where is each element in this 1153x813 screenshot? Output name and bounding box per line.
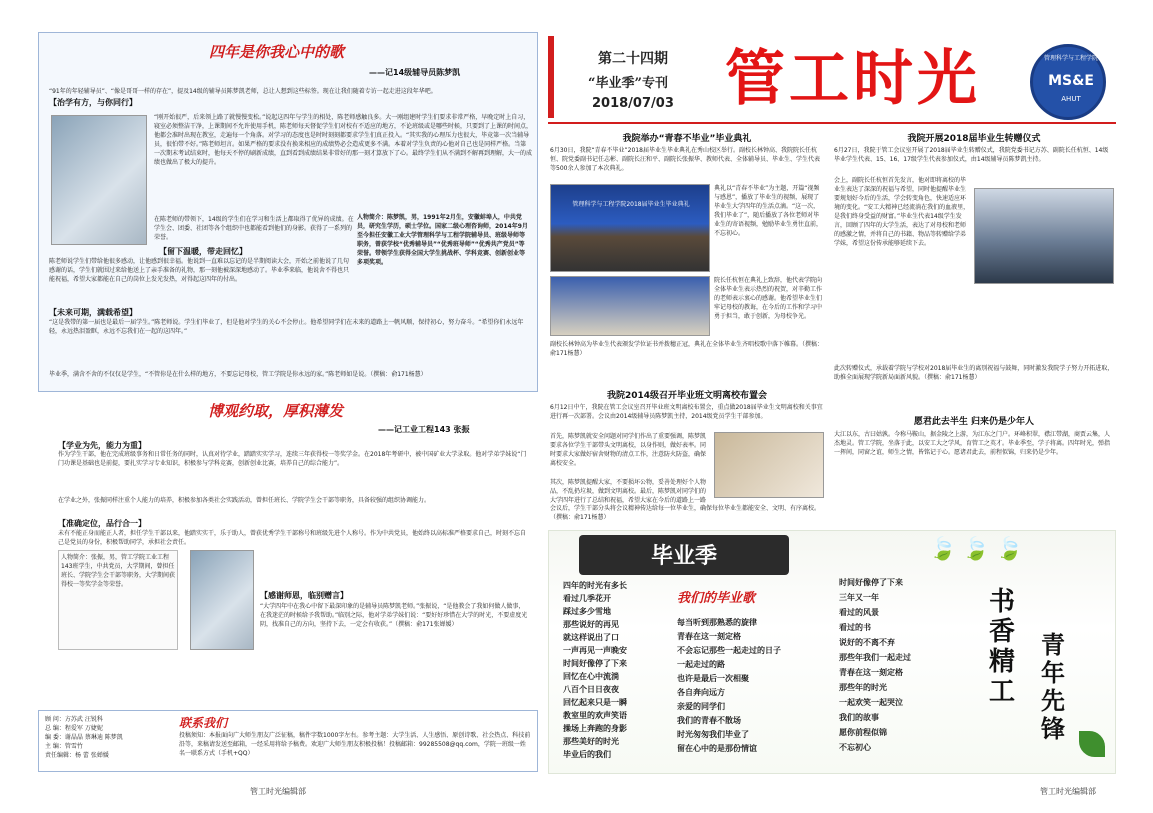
poem-line: 那些年我们一起走过 <box>839 652 911 662</box>
article1-intro: “91年的年轻辅导员”、“像是哥哥一样的存在”，提及14级的辅导员陈梦凯老师，总让人想到这些标签。现在让我们随着专访一起走进这段年华吧。 <box>49 88 437 95</box>
poem-line: 愿你前程似锦 <box>839 727 887 737</box>
poem-line: 一起走过的路 <box>677 659 725 669</box>
zhang-profile: 人物简介：张振，男，管工学院工业工程143班学生，中共党员，大学期间，曾担任班长、学院学生会干部等职务，大学期间获得校一等奖学金等荣誉。 <box>58 550 178 650</box>
right-a2-body: 大江以东，古曰姑孰。今称马鞍山，据金陵之上游，为江东之门户。环峰积翠，襟江带湖，商贾云集，人杰地灵。管工学院，坐落于此，以安工大之学风，育管工之英才。毕业季至，学子将离。四年时光，弹指一挥间，同窗之谊，师生之情，皆铭记于心。愿诸君此去，前程似锦，归来仍是少年。 <box>834 431 1111 456</box>
right-a1-title: 我院开展2018届毕业生转赠仪式 <box>907 134 1041 144</box>
poem-line: 一声再见一声晚安 <box>563 645 627 655</box>
staff-row: 编 委：谢晶晶 蔡琳迪 陈梦凯 <box>45 734 123 741</box>
logo-top-text: 管理科学与工程学院 <box>1043 55 1098 62</box>
article1-section2-body: 陈老师说学生们带给他很多感动，让他感到很幸福。他说到一直难以忘记的是半期阅读大会，开始之前他说了几句感谢的话，学生们就围过来给他送上了亲手准备的礼物，那一刻他被深深地感动了。毕业季来临，他说舍不得也只能祝福，希望大家都能在自己的岗位上发光发热，对得起这四年的付出。 <box>49 258 350 283</box>
poem-line: 毕业后的我们 <box>563 749 611 759</box>
article1-section3-end: 毕业季，满含不舍的不仅仅是学生，“不管你是在什么样的地方，不要忘记母校，管工学院是你永远的家。”陈老师如是说。（撰稿：俞171杨慧） <box>49 371 427 378</box>
calligraphy-text-2: 青年先锋 <box>1041 630 1065 743</box>
newspaper-name: 管工时光 <box>725 44 981 114</box>
mid-a2-body4: 会议后，学生干部分头将会议精神传达给每一位毕业生，确保每位毕业生都能安全、文明、有序离校。（撰稿：俞171杨慧） <box>550 505 821 521</box>
staff-row: 总 编：程爱军 万婕妮 <box>45 725 103 732</box>
mid-a1-body3: 院长任杭恒在典礼上致辞，他代表学院向全体毕业生表示热烈的祝贺，对辛勤工作的老师表示衷心的感谢。他希望毕业生们牢记母校的教诲，在今后的工作和学习中勇于担当，敢于创新，为母校争光。 <box>714 277 823 320</box>
poem-line: 就这样说出了口 <box>563 632 619 642</box>
article2-title: 博观约取，厚积薄发 <box>208 402 344 420</box>
chen-mengkai-photo <box>51 115 147 245</box>
article2-section2-body: 未有不能正身而能正人者，担任学生干部以来，他踏实实干，乐于助人，曾获优秀学生干部称号和班级先进个人称号。作为中共党员，他始终以高标准严格要求自己，时刻不忘自己是党员的身份，积极帮助同学，承担社会责任。 <box>58 530 527 546</box>
article2-byline: ——记工业工程143 张振 <box>378 425 470 434</box>
masthead-top-rule <box>548 36 554 118</box>
zhang-zhen-photo <box>190 550 254 650</box>
school-logo <box>1030 44 1106 120</box>
poem-line: 我们的故事 <box>839 712 879 722</box>
poem-line: 时间好像停了下来 <box>839 577 903 587</box>
article1-section2-head: 【留下温暖，带走回忆】 <box>159 247 247 256</box>
poem-line: 留在心中的是那份情谊 <box>677 743 757 753</box>
staff-list <box>45 715 195 760</box>
poem-line: 那些美好的时光 <box>563 736 619 746</box>
contact-title: 联系我们 <box>179 716 228 730</box>
poem-line: 八百个日日夜夜 <box>563 684 619 694</box>
article-transfer-ceremony <box>832 128 1116 410</box>
article-youth <box>832 412 1116 532</box>
logo-main-text: MS&E <box>1048 73 1094 89</box>
contact-text: 投稿须知：本报面向广大师生朋友广泛征稿，稿件字数1000字左右。参考主题：大学生活、人生感悟、原创诗歌、社会热点、科技前沿等，来稿请发送至邮箱，一经采用将给予稿费。欢迎广大师生朋友积极投稿！投稿邮箱：99285508@qq.com，学院一班级一姓名一联系方式（手机+QQ） <box>179 732 531 757</box>
article2-section3-body: “大学四年中在我心中留下最深印象的是辅导员陈梦凯老师。”张振说，“是他教会了我如何做人做事，在我迷茫的时候给予我帮助。”临别之际，他对学弟学妹们说：“要好好珍惜在大学的时光，不要虚度光阴，找准自己的方向，坚持下去，一定会有收获。”（撰稿：俞171张婵媛） <box>260 603 528 628</box>
logo-sub-text: AHUT <box>1061 95 1081 103</box>
issue-date: 2018/07/03 <box>592 96 674 111</box>
poem-line: 踩过多少雪地 <box>563 606 611 616</box>
mid-a2-body1: 6月12日中午，我院在管工会议室召开毕业班文明离校布置会，重点做2018届毕业生文明离校和关事宜进行再一次部署。会议由2014级辅导员陈梦凯主持，2014级党员学生干部参加。 <box>550 404 823 420</box>
issue-number: 第二十四期 <box>598 51 668 67</box>
article2-section2-head: 【准确定位，品行合一】 <box>58 519 146 528</box>
graduation-poem-panel <box>548 530 1116 774</box>
right-a2-title: 愿君此去半生 归来仍是少年人 <box>913 417 1035 427</box>
ceremony-photo-2 <box>550 276 710 336</box>
poem-header: 毕业季 <box>650 543 717 569</box>
poem-line: 看过的风景 <box>839 607 879 617</box>
poem-subtitle: 我们的毕业歌 <box>677 591 756 606</box>
mid-a2-body2: 首先，陈梦凯就安全问题对同学们作出了重要强调，陈梦凯要求各位学生干部带头文明离校，以身作则，做好表率。同时要求大家做好宿舍财物的清点工作，注意防火防盗，确保离校安全。 <box>550 433 707 467</box>
poem-line: 各自奔向远方 <box>677 687 725 697</box>
article1-section1-body: “刚开始很严，后来领上路了就慢慢变松。”说起这四年与学生的相处，陈老师感触良多。大一刚组建时学生们要求非常严格，早晚定时上自习，寝室必须整洁干净，上课期间不允许使用手机，陈老师每天督促学生们对校有不适应的地方，不论班级或是哪些时候，只要到了上课的时间点，他都会准时出现在教室，走遍每一个角落。对学习的态度也是时时刻刻都要求学生们真正投入。“其实我的心理压力也很大，毕竟第一次当辅导员，很怕带不好。”陈老师坦言。如果严格的要求没有换来相应的成绩势必会造成更多不满。本着对学生负责的心他对自己也是同样严格。当第一次期末考试结束时，他每天不停的刷新成绩，直到看到成绩结果非常好的那一刻才算放下了心。最终学生们从不满到不解再到理解，大一的成绩也做出了极大的提升。 <box>154 114 532 166</box>
poem-column-mid <box>677 615 817 765</box>
calligraphy-text-1: 书香精工 <box>989 587 1016 707</box>
staff-row: 主 编：管雪竹 <box>45 743 83 750</box>
poem-line: 操场上奔跑的身影 <box>563 723 627 733</box>
mid-a1-title: 我院举办“青春不毕业”毕业典礼 <box>622 134 752 144</box>
article1-section1-body2: 在陈老师的带领下，14级的学生们在学习和生活上都取得了优异的成绩。在学生会、团委、社团等各个组织中也都能看到他们的身影。获得了一系列的荣誉。 <box>154 216 354 241</box>
mid-a1-body1: 6月30日，我院“青春不毕业”2018届毕业生毕业典礼在秀山校区举行。副校长林钟高、我院院长任杭恒、院党委副书记任志彬、副院长汪和平、副院长张振华、教师代表、全体辅导员、毕业生、学生代表等500余人参加了本次典礼。 <box>550 147 821 172</box>
poem-column-right <box>839 575 979 769</box>
article1-title: 四年是你我心中的歌 <box>209 43 345 61</box>
footer-right: 管工时光编辑部 <box>1040 787 1096 796</box>
mid-a1-body2: 典礼以“青春不毕业”为主题，开篇“视频与感恩”，播放了毕业生的视频，展现了毕业生大学四年的生活点滴。“这一次，我们毕业了”，随后播放了各位老师对毕业生的寄语视频，勉励毕业生勇往直前，不忘初心。 <box>714 185 823 237</box>
staff-row: 顾 问：方苏武 汪锐科 <box>45 716 103 723</box>
poem-line: 亲爱的同学们 <box>677 701 725 711</box>
right-a1-body2: 会上，副院长任杭恒首先发言，他对即将离校的毕业生表达了深深的祝福与希望，同时他提醒毕业生要规划好今后的生活，学会转变角色，快速适应环境的变化。“安工大精神已经流淌在我们的血液里，是我们终身受益的财富。”毕业生代表14级学生发言，回顾了四年的大学生活，表达了对母校和老师的感激之情，并将自己的书籍、物品等转赠给学弟学妹，希望这份传承能够延续下去。 <box>834 177 970 247</box>
poem-header-banner <box>579 535 789 575</box>
poem-line: 回忆起来只是一瞬 <box>563 697 627 707</box>
poem-line: 说好的不离不弃 <box>839 637 895 647</box>
article-zhang-zhen <box>38 398 538 703</box>
masthead-bottom-rule <box>548 122 1116 124</box>
poem-line: 时光匆匆我们毕业了 <box>677 729 749 739</box>
poem-line: 看过的书 <box>839 622 871 632</box>
article2-section1-body: 作为学生干部，他在完成班级事务和日常任务的同时，认真对待学业，踏踏实实学习，连续三年获得校一等奖学金。在2018年考研中，被中国矿业大学录取。他对学弟学妹说“门门功课是基础也是前提，要扎实学习专业知识，积极参与学科竞赛，创新创业比赛，培养自己的综合能力”。 <box>58 451 527 467</box>
green-leaf-icon <box>1079 731 1105 757</box>
poem-line: 青春在这一刻定格 <box>677 631 741 641</box>
article-chen-mengkai <box>38 32 538 392</box>
article-civilized-departure <box>548 386 826 526</box>
meeting-photo <box>714 432 824 498</box>
transfer-ceremony-photo <box>974 188 1114 284</box>
article-graduation-ceremony <box>548 128 826 386</box>
poem-line: 也许是最后一次相聚 <box>677 673 749 683</box>
poem-line: 青春在这一刻定格 <box>839 667 903 677</box>
poem-line: 不忘初心 <box>839 742 871 752</box>
article2-section3-head: 【感谢师恩，临别赠言】 <box>260 591 348 600</box>
poem-line: 每当听到那熟悉的旋律 <box>677 617 757 627</box>
right-a1-body3: 此次转赠仪式，承载着学院与学校对2018届毕业生的离别祝福与鼓舞，同时激发我院学子努力开拓进取，助推全面展现学院新局面新风貌。（撰稿：俞171杨慧） <box>834 365 1114 381</box>
contact-box <box>38 710 538 772</box>
mid-a2-title: 我院2014级召开毕业班文明离校布置会 <box>606 391 768 401</box>
poem-line: 看过几季花开 <box>563 593 611 603</box>
article1-section3-head: 【未来可期，满载希望】 <box>49 308 137 317</box>
poem-line: 那些说好的再见 <box>563 619 619 629</box>
poem-line: 时间好像停了下来 <box>563 658 627 668</box>
article1-section1-head: 【治学有方，与你同行】 <box>49 98 137 107</box>
poem-column-left <box>563 579 659 769</box>
article2-section1-body2: 在学业之外，张振同样注重个人能力的培养，积极参加各类社会实践活动，曾担任班长、学院学生会干部等职务，具备较强的组织协调能力。 <box>58 497 431 504</box>
leaf-decoration-icon: 🍃🍃🍃 <box>929 537 1030 562</box>
poem-line: 三年又一年 <box>839 592 879 602</box>
ceremony-photo <box>550 184 710 272</box>
poem-line: 我们的青春不散场 <box>677 715 741 725</box>
footer-left: 管工时光编辑部 <box>250 787 306 796</box>
right-a1-body1: 6月27日，我院于管工会议室开展了2018届毕业生转赠仪式，我院党委书记方苏、副院长任杭恒、14级毕业学生代表、15、16、17级学生代表参加仪式，由14级辅导员陈梦凯主持。 <box>834 147 1109 163</box>
article1-section3-body: “这是我带的第一届也是最后一届学生。”陈老师说。学生们毕业了，但是他对学生的关心不会停止。他希望同学们在未来的道路上一帆风顺，保持初心，努力奋斗。“希望你们永远年轻，永远热泪盈眶，永远不忘我们在一起的这四年。” <box>49 319 524 335</box>
mid-a2-body3: 其次，陈梦凯提醒大家，不要损坏公物，妥善处理好个人物品，不乱扔垃圾，做到文明离校。最后，陈梦凯对同学们的大学四年进行了总结和祝福，希望大家在今后的道路上一路 <box>550 479 707 504</box>
poem-line: 那些年的时光 <box>839 682 887 692</box>
staff-row: 责任编辑：杨 蕾 张婵媛 <box>45 752 109 759</box>
poem-line: 不会忘记那些一起走过的日子 <box>677 645 781 655</box>
chen-profile: 人物简介：陈梦凯，男，1991年2月生，安徽蚌埠人，中共党员，研究生学历，硕士学位。国家二级心理咨询师，2014年9月至今担任安徽工业大学管理科学与工程学院辅导员、班级导师等职务，曾获学校“优秀辅导员”“优秀班导师”“优秀共产党员”等荣誉。带领学生获得全国大学生挑战杯、学科竞赛、创新创业等多项奖项。 <box>357 214 528 266</box>
poem-line: 教室里的欢声笑语 <box>563 710 627 720</box>
special-issue: “毕业季”专刊 <box>588 76 668 91</box>
article2-section1-head: 【学业为先，能力为重】 <box>58 441 146 450</box>
ceremony-banner: 管理科学与工程学院2018届毕业生毕业典礼 <box>572 201 690 208</box>
poem-line: 回忆在心中流淌 <box>563 671 619 681</box>
article1-byline: ——记14级辅导员陈梦凯 <box>369 68 461 77</box>
poem-line: 一起欢笑一起哭泣 <box>839 697 903 707</box>
mid-a1-body4: 副校长林钟高为毕业生代表颁发学位证书并拨穗正冠，典礼在全体毕业生齐唱校歌中落下帷幕。（撰稿：俞171杨慧） <box>550 341 824 357</box>
poem-line: 四年的时光有多长 <box>563 580 627 590</box>
